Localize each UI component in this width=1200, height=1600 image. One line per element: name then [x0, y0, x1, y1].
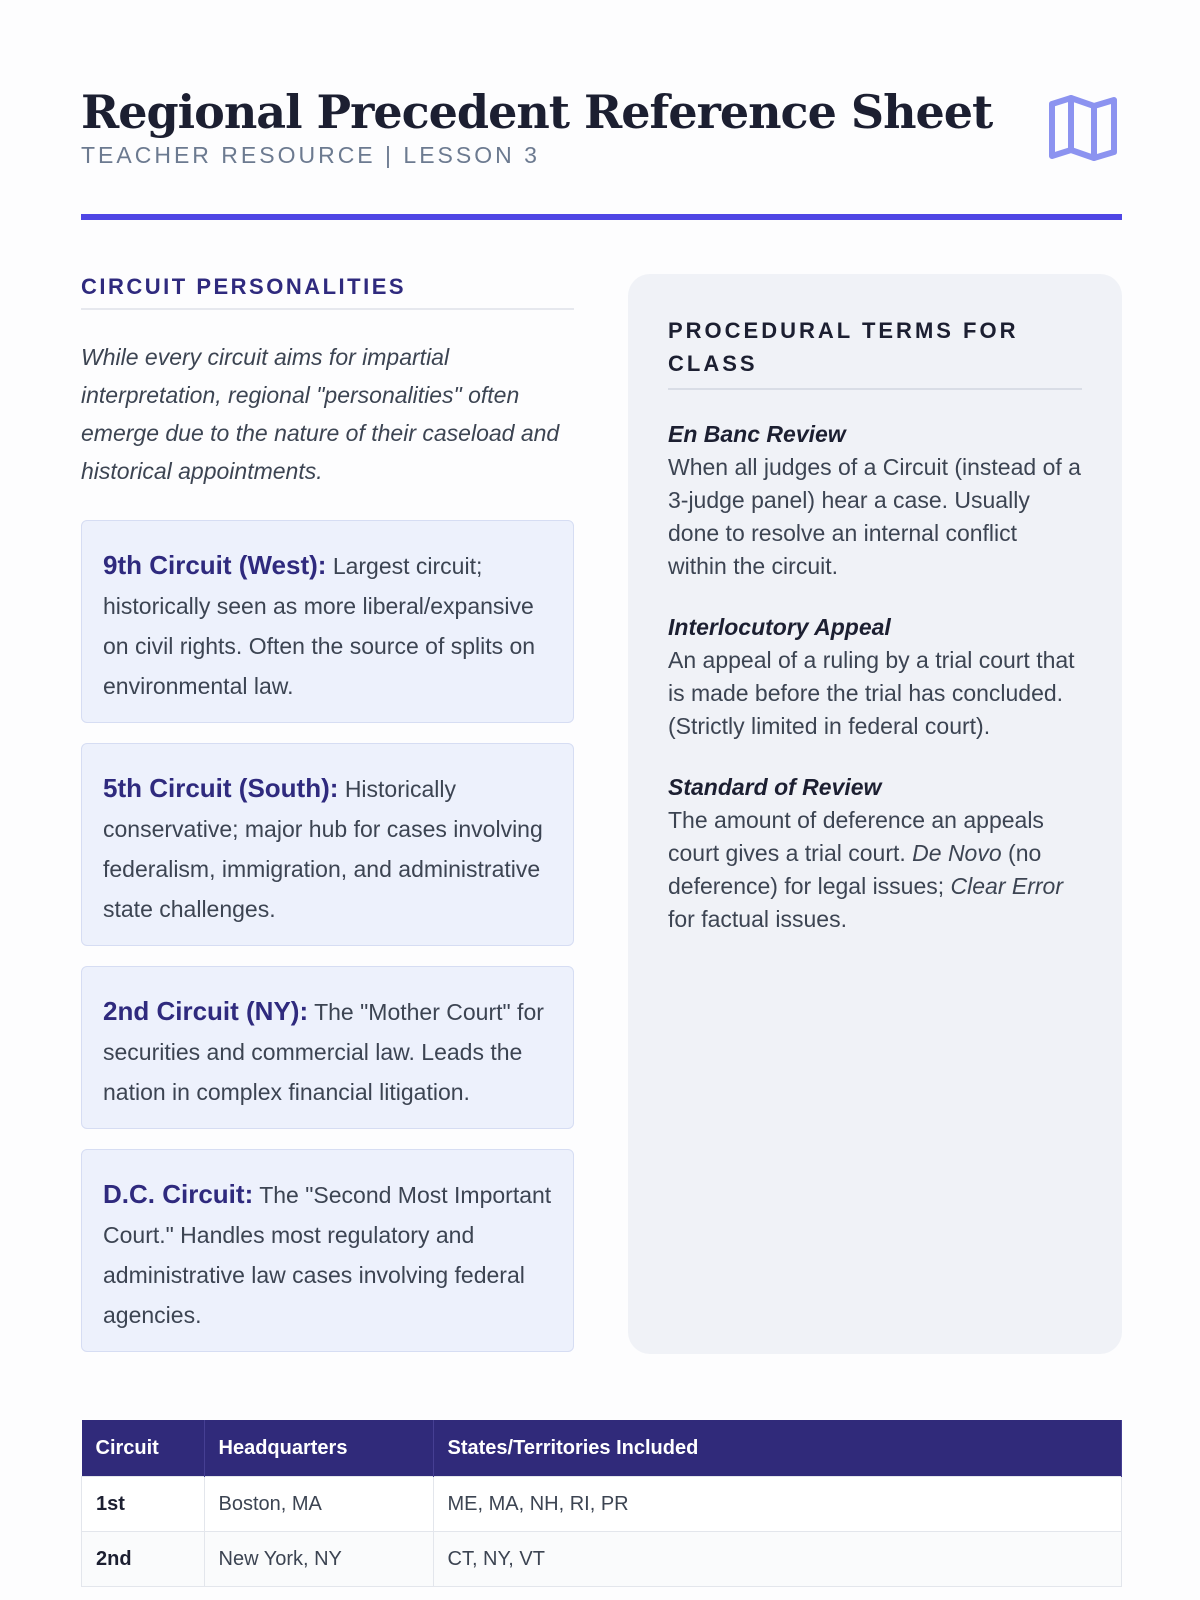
term-emphasis: De Novo [912, 840, 1002, 866]
page-subtitle: TEACHER RESOURCE | LESSON 3 [81, 142, 540, 168]
circuit-card-text: The "Mother Court" for securities and commercial law. Leads the nation in complex financial litigation. [103, 999, 544, 1105]
intro-paragraph: While every circuit aims for impartial interpretation, regional "personalities" often emerge due to the nature of their caseload and historical appointments. [81, 344, 560, 484]
term-item [668, 418, 1082, 583]
circuit-card [81, 1149, 574, 1352]
circuit-card [81, 520, 574, 723]
table-row [82, 1532, 1122, 1587]
cell-circuit: 1st [82, 1477, 205, 1532]
reference-sheet [81, 0, 1122, 1600]
column-header-headquarters: Headquarters [204, 1420, 433, 1477]
cell-circuit: 2nd [82, 1532, 205, 1587]
column-header-circuit: Circuit [82, 1420, 205, 1477]
term-item [668, 771, 1082, 936]
column-header-states: States/Territories Included [433, 1420, 1122, 1477]
header-rule [81, 214, 1122, 220]
map-icon [1048, 94, 1118, 162]
circuit-card-name: 9th Circuit (West): [103, 550, 327, 580]
circuit-card-name: 5th Circuit (South): [103, 773, 339, 803]
page-header [81, 82, 1122, 220]
table-row [82, 1477, 1122, 1532]
page-title: Regional Precedent Reference Sheet [81, 85, 993, 139]
cell-headquarters: Boston, MA [204, 1477, 433, 1532]
cell-states: CT, NY, VT [433, 1532, 1122, 1587]
section-heading: PROCEDURAL TERMS FOR CLASS [668, 314, 1082, 390]
term-definition-text: for factual issues. [668, 906, 847, 932]
circuit-table [81, 1420, 1122, 1587]
circuit-card-name: D.C. Circuit: [103, 1179, 254, 1209]
circuit-card-text: Largest circuit; historically seen as more liberal/expansive on civil rights. Often the source of splits on environmental law. [103, 553, 536, 699]
circuit-card-text: The "Second Most Important Court." Handles most regulatory and administrative law cases involving federal agencies. [103, 1182, 552, 1328]
term-definition-text: (no deference) for legal issues; [668, 840, 1042, 899]
circuit-card-text: Historically conservative; major hub for cases involving federalism, immigration, and administrative state challenges. [103, 776, 543, 922]
term-definition-text: The amount of deference an appeals court gives a trial court. [668, 807, 1044, 866]
cell-headquarters: New York, NY [204, 1532, 433, 1587]
cell-states: ME, MA, NH, RI, PR [433, 1477, 1122, 1532]
term-emphasis: Clear Error [950, 873, 1064, 899]
circuit-card [81, 966, 574, 1129]
circuit-card [81, 743, 574, 946]
term-name: En Banc Review [668, 421, 846, 447]
term-definition [668, 804, 1082, 936]
circuit-card-list [81, 520, 574, 1352]
circuit-card-name: 2nd Circuit (NY): [103, 996, 309, 1026]
term-name: Interlocutory Appeal [668, 614, 891, 640]
term-item [668, 611, 1082, 743]
term-definition: An appeal of a ruling by a trial court that is made before the trial has concluded. (Strictly limited in federal court). [668, 647, 1075, 739]
circuit-personalities-section [81, 274, 574, 1372]
term-definition: When all judges of a Circuit (instead of a 3-judge panel) hear a case. Usually done to resolve an internal conflict within the circuit. [668, 454, 1081, 579]
term-name: Standard of Review [668, 774, 882, 800]
table-header-row [82, 1420, 1122, 1477]
circuit-table-container [81, 1420, 1122, 1587]
section-heading: CIRCUIT PERSONALITIES [81, 274, 574, 310]
procedural-terms-panel [628, 274, 1122, 1354]
